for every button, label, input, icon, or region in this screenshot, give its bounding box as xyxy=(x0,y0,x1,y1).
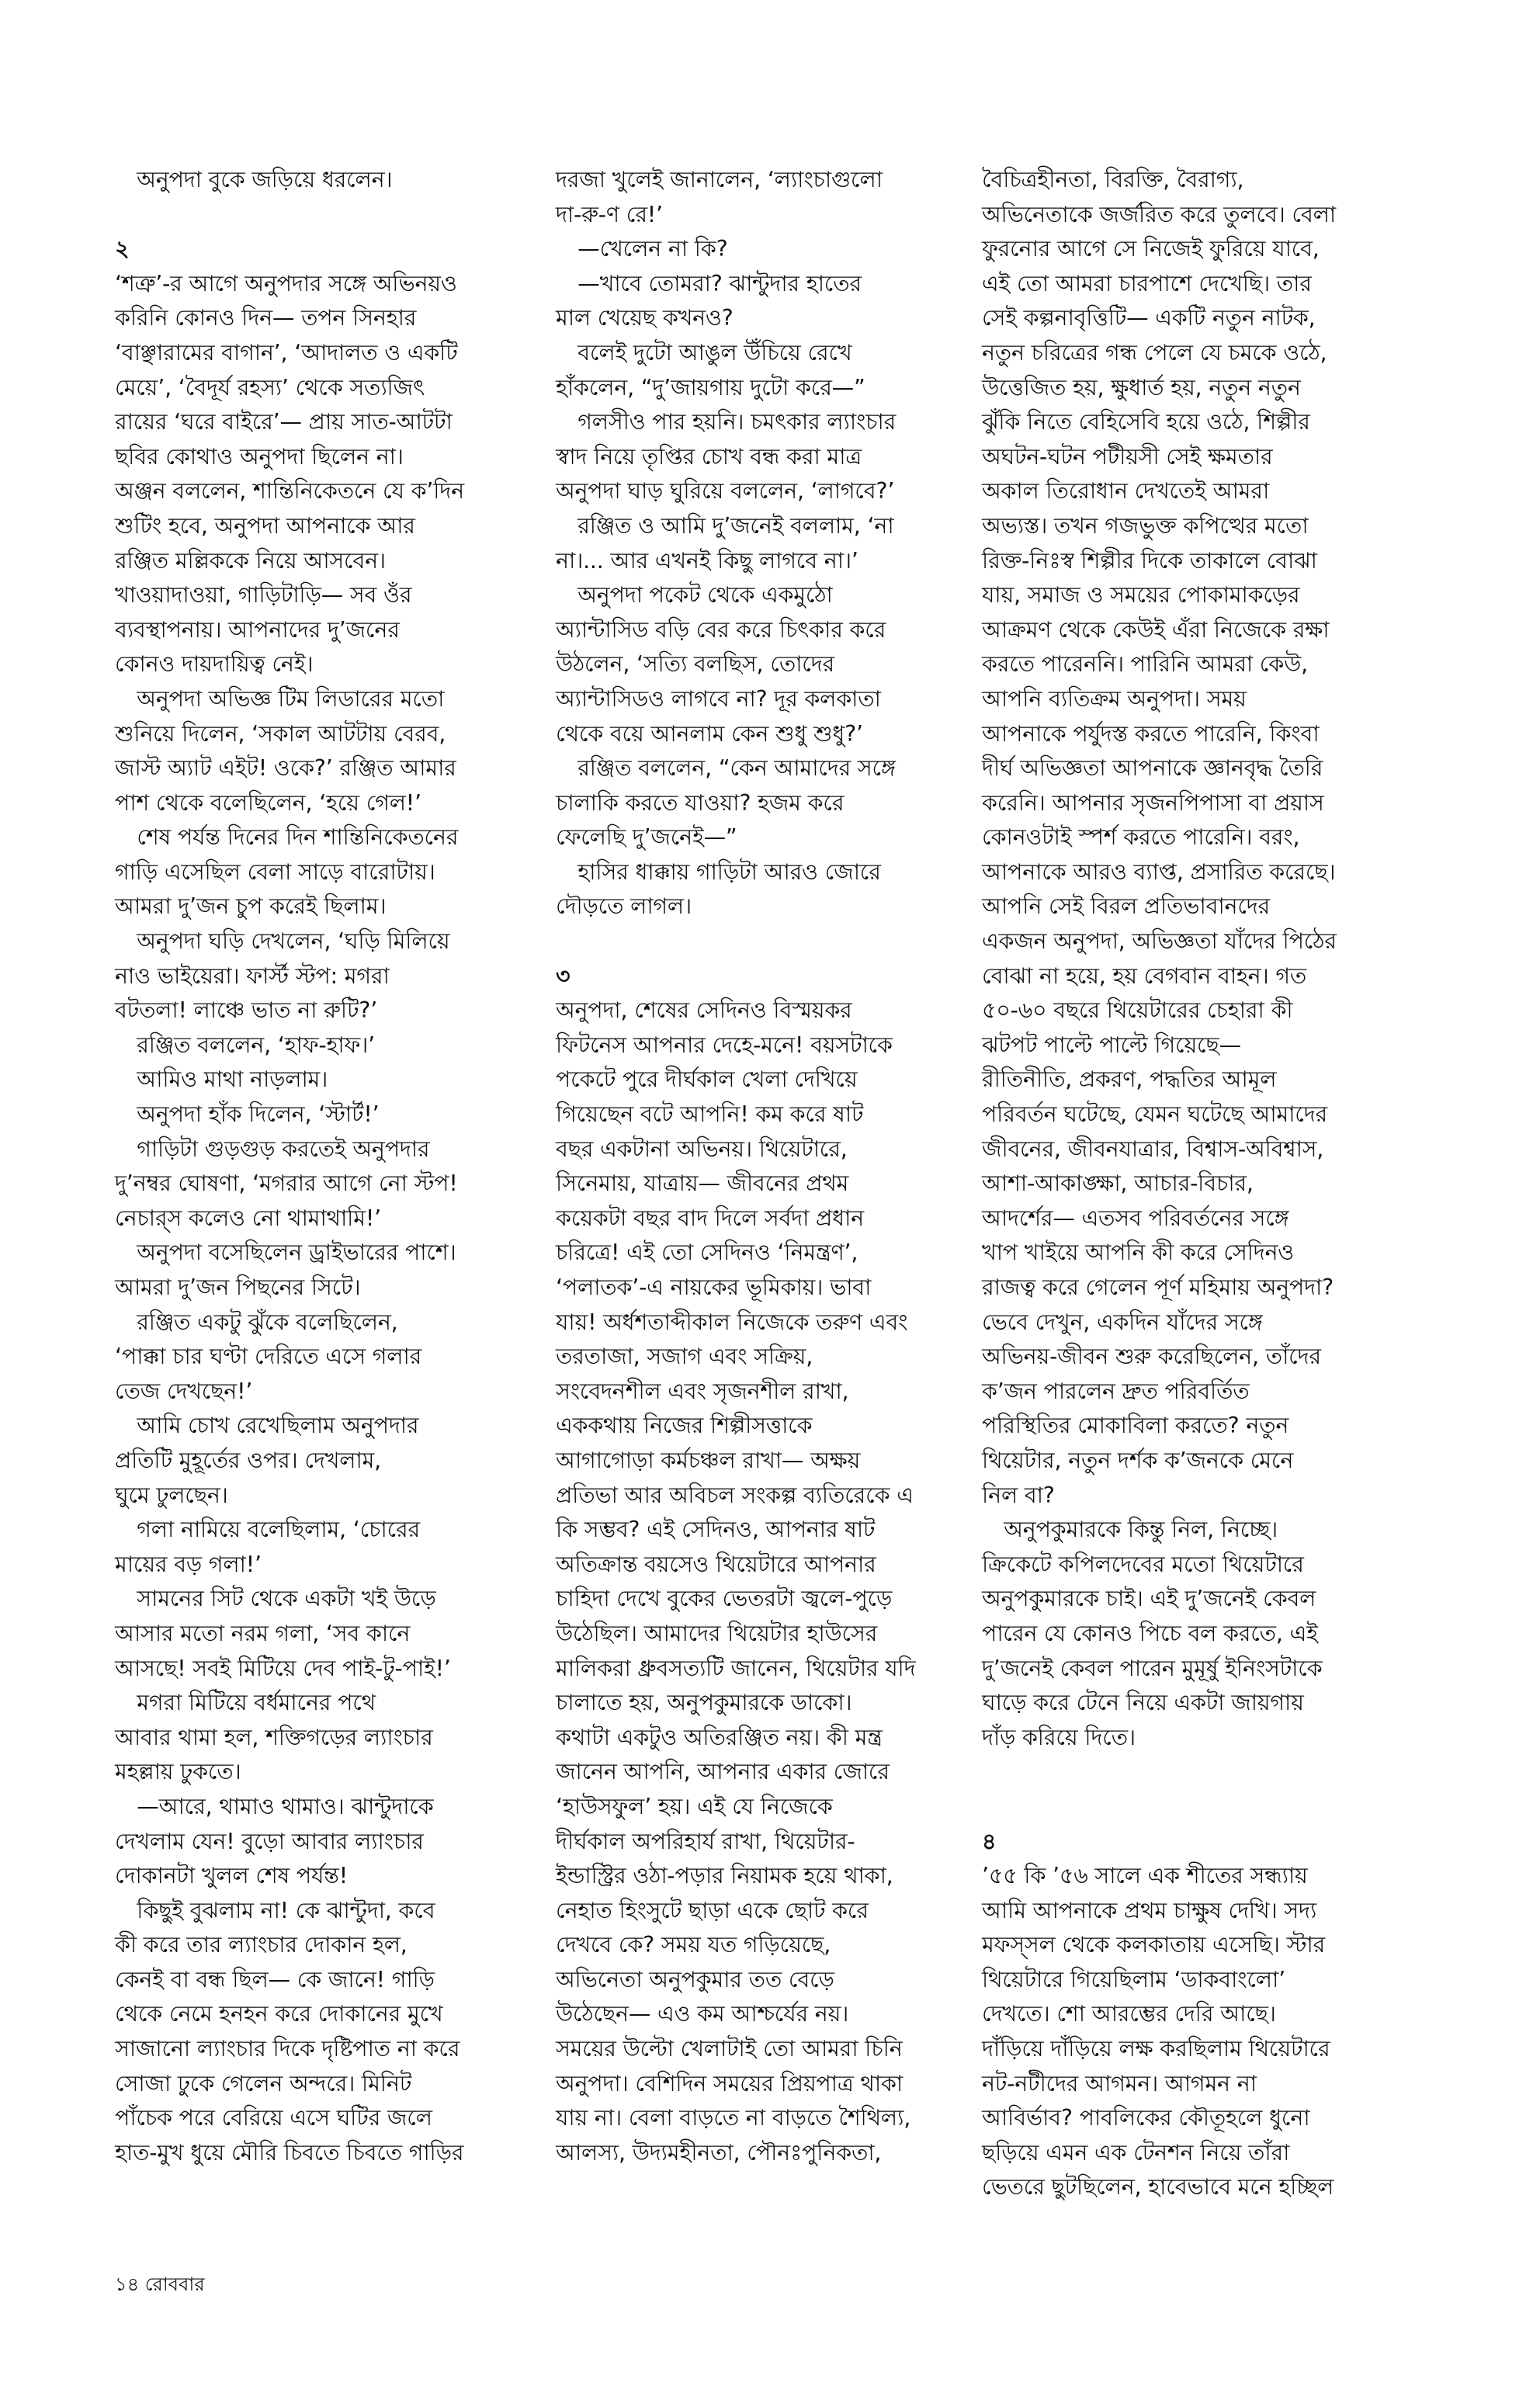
text-line: —আরে, থামাও থামাও। ঝান্টুদাকে xyxy=(115,1793,434,1819)
text-line: উঠেছেন— এও কম আশ্চর্যের নয়। xyxy=(556,2001,849,2027)
text-line: তেজ দেখছেন!’ xyxy=(115,1378,253,1404)
text-line: দেখতে। শো আরম্ভের দেরি আছে। xyxy=(982,2001,1276,2027)
text-line: ফিটনেস আপনার দেহে-মনে! বয়সটাকে xyxy=(556,1032,893,1058)
text-line: যায়! অর্ধশতাব্দীকাল নিজেকে তরুণ এবং xyxy=(556,1309,908,1335)
text-line: পরিবর্তন ঘটেছে, যেমন ঘটেছে আমাদের xyxy=(982,1101,1327,1128)
text-line: আলস্য, উদ্যমহীনতা, পৌনঃপুনিকতা, xyxy=(556,2139,882,2166)
text-line: করিনি কোনও দিন— তপন সিনহার xyxy=(115,305,417,331)
text-line: একজন অনুপদা, অভিজ্ঞতা যাঁদের পিঠের xyxy=(982,928,1337,955)
text-line: কোনও দায়দায়িত্ব নেই। xyxy=(115,651,314,678)
text-line: পাশ থেকে বলেছিলেন, ‘হয়ে গেল!’ xyxy=(115,789,421,816)
text-line: অ্যান্টাসিড বড়ি বের করে চিৎকার করে xyxy=(556,616,886,643)
text-line: কোনওটাই স্পর্শ করতে পারেনি। বরং, xyxy=(982,824,1300,851)
text-line: দোকানটা খুলল শেষ পর্যন্ত! xyxy=(115,1863,348,1889)
text-line: এই তো আমরা চারপাশে দেখেছি। তার xyxy=(982,270,1312,297)
text-line: আপনাকে আরও ব্যাপ্ত, প্রসারিত করেছে। xyxy=(982,858,1336,885)
text-line: আমিও মাথা নাড়লাম। xyxy=(115,1066,328,1093)
text-line: রঞ্জিত মল্লিককে নিয়ে আসবেন। xyxy=(115,547,386,574)
text-line: দেখবে কে? সময় যত গড়িয়েছে, xyxy=(556,1932,831,1958)
text-line: রীতিনীতি, প্রকরণ, পদ্ধতির আমূল xyxy=(982,1066,1277,1093)
text-line: সাজানো ল্যাংচার দিকে দৃষ্টিপাত না করে xyxy=(115,2036,460,2062)
text-line: বলেই দুটো আঙুল উঁচিয়ে রেখে xyxy=(556,339,852,366)
text-line: জীবনের, জীবনযাত্রার, বিশ্বাস-অবিশ্বাস, xyxy=(982,1136,1324,1162)
text-line: ছবির কোথাও অনুপদা ছিলেন না। xyxy=(115,443,404,470)
text-line: অনুপদা হাঁক দিলেন, ‘স্টার্ট!’ xyxy=(115,1101,380,1128)
text-line: আগাগোড়া কর্মচঞ্চল রাখা— অক্ষয় xyxy=(556,1447,861,1473)
text-line: অঞ্জন বললেন, শান্তিনিকেতনে যে ক’দিন xyxy=(115,478,464,505)
text-line: রঞ্জিত বললেন, ‘হাফ-হাফ।’ xyxy=(115,1032,375,1058)
text-line: চালাকি করতে যাওয়া? হজম করে xyxy=(556,789,845,816)
text-line: পকেটে পুরে দীর্ঘকাল খেলা দেখিয়ে xyxy=(556,1066,858,1093)
text-line: ইন্ডাস্ট্রির ওঠা-পড়ার নিয়ামক হয়ে থাকা, xyxy=(556,1863,893,1889)
text-line: দু’জনেই কেবল পারেন মুমূর্ষু ইনিংসটাকে xyxy=(982,1655,1323,1681)
page-footer: ১৪ রোববার xyxy=(115,2273,205,2295)
text-line: অভিনেতা অনুপকুমার তত বেড়ে xyxy=(556,1966,834,1992)
text-line: এককথায় নিজের শিল্পীসত্তাকে xyxy=(556,1413,813,1439)
text-line: হাঁকলেন, “দু’জায়গায় দুটো করে—” xyxy=(556,374,865,401)
text-line: দাঁড় করিয়ে দিতে। xyxy=(982,1724,1136,1750)
text-line: আদর্শের— এতসব পরিবর্তনের সঙ্গে xyxy=(982,1205,1289,1231)
text-line: চাহিদা দেখে বুকের ভেতরটা জ্বলে-পুড়ে xyxy=(556,1586,893,1612)
text-line: আসছে! সবই মিটিয়ে দেব পাই-টু-পাই!’ xyxy=(115,1655,451,1681)
text-line: —খেলেন না কি? xyxy=(556,236,728,262)
text-line: সিনেমায়, যাত্রায়— জীবনের প্রথম xyxy=(556,1170,849,1197)
text-line: ভেতরে ছুটছিলেন, হাবেভাবে মনে হচ্ছিল xyxy=(982,2174,1334,2201)
text-line: আমরা দু’জন পিছনের সিটে। xyxy=(115,1275,361,1300)
text-line: ’৫৫ কি ’৫৬ সালে এক শীতের সন্ধ্যায় xyxy=(982,1863,1308,1889)
text-line: রাজত্ব করে গেলেন পূর্ণ মহিমায় অনুপদা? xyxy=(982,1275,1334,1300)
text-line: —খাবে তোমরা? ঝান্টুদার হাতের xyxy=(556,270,862,297)
text-line: অভিনেতাকে জর্জরিত করে তুলবে। বেলা xyxy=(982,201,1336,227)
text-line: সামনের সিট থেকে একটা খই উড়ে xyxy=(115,1586,436,1612)
section-number: ৪ xyxy=(982,1828,997,1854)
text-line: আপনি সেই বিরল প্রতিভাবানদের xyxy=(982,893,1271,920)
text-line: অনুপদা পকেট থেকে একমুঠো xyxy=(556,582,833,609)
text-line: ‘পাক্কা চার ঘণ্টা দেরিতে এসে গলার xyxy=(115,1344,422,1370)
text-line: অ্যান্টাসিডও লাগবে না? দূর কলকাতা xyxy=(556,685,881,712)
text-line: অনুপদা বুকে জড়িয়ে ধরলেন। xyxy=(115,167,393,192)
text-line: থিয়েটারে গিয়েছিলাম ‘ডাকবাংলো’ xyxy=(982,1966,1285,1992)
text-line: পাঁচেক পরে বেরিয়ে এসে ঘটির জলে xyxy=(115,2105,432,2131)
text-line: আমি আপনাকে প্রথম চাক্ষুষ দেখি। সদ্য xyxy=(982,1897,1317,1923)
text-line: অনুপদা। বেশিদিন সময়ের প্রিয়পাত্র থাকা xyxy=(556,2070,903,2096)
text-line: দাঁড়িয়ে দাঁড়িয়ে লক্ষ করছিলাম থিয়েটারে xyxy=(982,2036,1330,2062)
text-line: রঞ্জিত একটু ঝুঁকে বলেছিলেন, xyxy=(115,1309,398,1335)
text-line: যায় না। বেলা বাড়তে না বাড়তে শৈথিল্য, xyxy=(556,2105,911,2131)
text-line: অতিক্রান্ত বয়সেও থিয়েটারে আপনার xyxy=(556,1551,876,1577)
text-line: ‘বাঞ্ছারামের বাগান’, ‘আদালত ও একটি xyxy=(115,339,458,366)
text-line: চরিত্রে! এই তো সেদিনও ‘নিমন্ত্রণ’, xyxy=(556,1240,858,1266)
text-line: গিয়েছেন বটে আপনি! কম করে ষাট xyxy=(556,1101,864,1128)
text-line: নিল বা? xyxy=(982,1482,1055,1508)
text-line: ঘুমে ঢুলছেন। xyxy=(115,1482,228,1508)
text-line: ‘পলাতক’-এ নায়কের ভূমিকায়। ভাবা xyxy=(556,1275,872,1300)
text-line: আসার মতো নরম গলা, ‘সব কানে xyxy=(115,1620,411,1646)
text-line: কী করে তার ল্যাংচার দোকান হল, xyxy=(115,1932,408,1958)
text-line: মফস্সল থেকে কলকাতায় এসেছি। স্টার xyxy=(982,1932,1325,1958)
text-line: রিক্ত-নিঃস্ব শিল্পীর দিকে তাকালে বোঝা xyxy=(982,547,1317,574)
text-line: হাসির ধাক্কায় গাড়িটা আরও জোরে xyxy=(556,858,881,885)
text-line: আপনি ব্যতিক্রম অনুপদা। সময় xyxy=(982,685,1247,712)
text-line: ফেলেছি দু’জনেই—” xyxy=(556,824,737,851)
text-line: দীর্ঘ অভিজ্ঞতা আপনাকে জ্ঞানবৃদ্ধ তৈরি xyxy=(982,755,1323,782)
text-line: জানেন আপনি, আপনার একার জোরে xyxy=(556,1759,890,1785)
text-line: বটতলা! লাঞ্চে ভাত না রুটি?’ xyxy=(115,997,378,1024)
text-line: বছর একটানা অভিনয়। থিয়েটারে, xyxy=(556,1136,848,1162)
text-line: ভেবে দেখুন, একদিন যাঁদের সঙ্গে xyxy=(982,1309,1263,1335)
text-line: অনুপদা বসেছিলেন ড্রাইভারের পাশে। xyxy=(115,1240,456,1266)
paragraph-gap xyxy=(556,924,990,959)
text-line: জাস্ট অ্যাট এইট! ওকে?’ রঞ্জিত আমার xyxy=(115,755,456,782)
paragraph-gap xyxy=(982,1790,1417,1825)
text-line: অকাল তিরোধান দেখতেই আমরা xyxy=(982,478,1270,505)
text-line: মহল্লায় ঢুকতে। xyxy=(115,1759,241,1785)
text-line: খাওয়াদাওয়া, গাড়িটাড়ি— সব ওঁর xyxy=(115,582,412,609)
text-line: উঠেছিল। আমাদের থিয়েটার হাউসের xyxy=(556,1620,878,1646)
text-line: নাও ভাইয়েরা। ফার্স্ট স্টপ: মগরা xyxy=(115,962,390,989)
text-line: মায়ের বড় গলা!’ xyxy=(115,1551,262,1577)
text-line: আশা-আকাঙ্ক্ষা, আচার-বিচার, xyxy=(982,1170,1254,1197)
text-line: মগরা মিটিয়ে বর্ধমানের পথে xyxy=(115,1690,376,1716)
text-line: অনুপকুমারকে কিন্তু নিল, নিচ্ছে। xyxy=(982,1517,1278,1543)
text-line: দেখলাম যেন! বুড়ো আবার ল্যাংচার xyxy=(115,1828,424,1854)
text-line: ক্রিকেটে কপিলদেবের মতো থিয়েটারে xyxy=(982,1551,1304,1577)
text-line: ক’জন পারলেন দ্রুত পরিবর্তিত xyxy=(982,1378,1250,1404)
text-line: অনুপদা অভিজ্ঞ টিম লিডারের মতো xyxy=(115,685,445,712)
text-line: শুনিয়ে দিলেন, ‘সকাল আটটায় বেরব, xyxy=(115,720,446,747)
text-line: কিছুই বুঝলাম না! কে ঝান্টুদা, কবে xyxy=(115,1897,435,1923)
text-line: দৌড়তে লাগল। xyxy=(556,893,692,920)
text-line: উঠলেন, ‘সত্যি বলছিস, তোদের xyxy=(556,651,834,678)
text-line: গাড়ি এসেছিল বেলা সাড়ে বারোটায়। xyxy=(115,858,435,885)
text-line: বোঝা না হয়ে, হয় বেগবান বাহন। গত xyxy=(982,962,1306,989)
text-line: কি সম্ভব? এই সেদিনও, আপনার ষাট xyxy=(556,1517,876,1543)
text-line: রায়ের ‘ঘরে বাইরে’— প্রায় সাত-আটটা xyxy=(115,409,453,435)
text-line: ব্যবস্থাপনায়। আপনাদের দু’জনের xyxy=(115,616,400,643)
text-line: প্রতিটি মুহূর্তের ওপর। দেখলাম, xyxy=(115,1447,382,1473)
text-line: অনুপকুমারকে চাই। এই দু’জনেই কেবল xyxy=(982,1586,1316,1612)
text-line: ‘শত্রু’-র আগে অনুপদার সঙ্গে অভিনয়ও xyxy=(115,270,457,297)
text-line: সংবেদনশীল এবং সৃজনশীল রাখা, xyxy=(556,1378,849,1404)
text-line: নট-নটীদের আগমন। আগমন না xyxy=(982,2070,1257,2096)
text-line: শুটিং হবে, অনুপদা আপনাকে আর xyxy=(115,512,415,539)
text-line: থেকে বয়ে আনলাম কেন শুধু শুধু?’ xyxy=(556,720,863,747)
text-line: উত্তেজিত হয়, ক্ষুধার্ত হয়, নতুন নতুন xyxy=(982,374,1301,401)
text-line: না।... আর এখনই কিছু লাগবে না।’ xyxy=(556,547,858,574)
text-line: থিয়েটার, নতুন দর্শক ক’জনকে মেনে xyxy=(982,1447,1294,1473)
text-line: অঘটন-ঘটন পটীয়সী সেই ক্ষমতার xyxy=(982,443,1273,470)
text-line: সময়ের উল্টো খেলাটাই তো আমরা চিনি xyxy=(556,2036,903,2062)
text-line: প্রতিভা আর অবিচল সংকল্প ব্যতিরেকে এ xyxy=(556,1482,914,1508)
text-line: অনুপদা ঘাড় ঘুরিয়ে বললেন, ‘লাগবে?’ xyxy=(556,478,895,505)
text-line: অনুপদা, শেষের সেদিনও বিস্ময়কর xyxy=(556,997,852,1024)
text-line: দরজা খুলেই জানালেন, ‘ল্যাংচাগুলো xyxy=(556,167,883,192)
text-line: কেনই বা বন্ধ ছিল— কে জানে! গাড়ি xyxy=(115,1966,435,1992)
text-line: সেই কল্পনাবৃত্তিটি— একটি নতুন নাটক, xyxy=(982,305,1316,331)
paragraph-gap xyxy=(115,198,550,233)
text-line: নতুন চরিত্রের গন্ধ পেলে যে চমকে ওঠে, xyxy=(982,339,1327,366)
text-line: মালিকরা ধ্রুবসত্যটি জানেন, থিয়েটার যদি xyxy=(556,1655,916,1681)
text-line: সোজা ঢুকে গেলেন অন্দরে। মিনিট xyxy=(115,2070,412,2096)
article-column-2 xyxy=(556,163,990,2170)
text-line: আবির্ভাব? পাবলিকের কৌতূহলে ধুনো xyxy=(982,2105,1310,2131)
text-line: গলা নামিয়ে বলেছিলাম, ‘চোরের xyxy=(115,1517,420,1543)
article-column-1 xyxy=(115,163,550,2170)
text-line: চালাতে হয়, অনুপকুমারকে ডাকো। xyxy=(556,1690,852,1716)
paragraph-gap xyxy=(982,1755,1417,1790)
text-line: ঝটপট পাল্টে পাল্টে গিয়েছে— xyxy=(982,1032,1241,1058)
text-line: গাড়িটা গুড়গুড় করতেই অনুপদার xyxy=(115,1136,430,1162)
text-line: ঘাড়ে করে টেনে নিয়ে একটা জায়গায় xyxy=(982,1690,1304,1716)
text-line: মাল খেয়েছ কখনও? xyxy=(556,305,734,331)
text-line: করতে পারেননি। পারিনি আমরা কেউ, xyxy=(982,651,1308,678)
text-line: কথাটা একটুও অতিরঞ্জিত নয়। কী মন্ত্র xyxy=(556,1724,883,1750)
text-line: অভিনয়-জীবন শুরু করেছিলেন, তাঁদের xyxy=(982,1344,1321,1370)
text-line: মেয়ে’, ‘বৈদূর্য রহস্য’ থেকে সত্যজিৎ xyxy=(115,374,425,401)
section-number: ২ xyxy=(115,236,130,262)
text-line: অভ্যস্ত। তখন গজভুক্ত কপিত্থের মতো xyxy=(982,512,1309,539)
text-line: দীর্ঘকাল অপরিহার্য রাখা, থিয়েটার- xyxy=(556,1828,855,1854)
text-line: থেকে নেমে হনহন করে দোকানের মুখে xyxy=(115,2001,443,2027)
text-line: বৈচিত্রহীনতা, বিরক্তি, বৈরাগ্য, xyxy=(982,167,1244,192)
text-line: আবার থামা হল, শক্তিগড়ের ল্যাংচার xyxy=(115,1724,433,1750)
text-line: ঝুঁকি নিতে বেহিসেবি হয়ে ওঠে, শিল্পীর xyxy=(982,409,1310,435)
text-line: অনুপদা ঘড়ি দেখলেন, ‘ঘড়ি মিলিয়ে xyxy=(115,928,450,955)
text-line: আপনাকে পর্যুদস্ত করতে পারেনি, কিংবা xyxy=(982,720,1320,747)
text-line: ছড়িয়ে এমন এক টেনশন নিয়ে তাঁরা xyxy=(982,2139,1290,2166)
text-line: পারেন যে কোনও পিচে বল করতে, এই xyxy=(982,1620,1318,1646)
text-line: গলসীও পার হয়নি। চমৎকার ল্যাংচার xyxy=(556,409,897,435)
section-number: ৩ xyxy=(556,962,571,989)
text-line: নেহাত হিংসুটে ছাড়া একে ছোট করে xyxy=(556,1897,869,1923)
text-line: তরতাজা, সজাগ এবং সক্রিয়, xyxy=(556,1344,813,1370)
text-line: ফুরনোর আগে সে নিজেই ফুরিয়ে যাবে, xyxy=(982,236,1320,262)
text-line: হাত-মুখ ধুয়ে মৌরি চিবতে চিবতে গাড়ির xyxy=(115,2139,464,2166)
text-line: শেষ পর্যন্ত দিনের দিন শান্তিনিকেতনের xyxy=(115,824,459,851)
text-line: কয়েকটা বছর বাদ দিলে সর্বদা প্রধান xyxy=(556,1205,864,1231)
text-line: দা-রু-ণ রে!’ xyxy=(556,201,663,227)
text-line: খাপ খাইয়ে আপনি কী করে সেদিনও xyxy=(982,1240,1295,1266)
text-line: নেচার্‌স কলেও নো থামাথামি!’ xyxy=(115,1205,381,1231)
text-line: আমি চোখ রেখেছিলাম অনুপদার xyxy=(115,1413,419,1439)
text-line: যায়, সমাজ ও সময়ের পোকামাকড়ের xyxy=(982,582,1300,609)
text-line: ৫০-৬০ বছরে থিয়েটারের চেহারা কী xyxy=(982,997,1293,1024)
article-column-3 xyxy=(982,163,1417,2205)
text-line: পরিস্থিতির মোকাবিলা করতে? নতুন xyxy=(982,1413,1289,1439)
text-line: রঞ্জিত বললেন, “কেন আমাদের সঙ্গে xyxy=(556,755,896,782)
text-line: স্বাদ নিয়ে তৃপ্তির চোখ বন্ধ করা মাত্র xyxy=(556,443,862,470)
text-line: আমরা দু’জন চুপ করেই ছিলাম। xyxy=(115,893,387,920)
text-line: দু’নম্বর ঘোষণা, ‘মগরার আগে নো স্টপ! xyxy=(115,1170,458,1197)
text-line: করেনি। আপনার সৃজনপিপাসা বা প্রয়াস xyxy=(982,789,1324,816)
text-line: ‘হাউসফুল’ হয়। এই যে নিজেকে xyxy=(556,1793,833,1819)
text-line: রঞ্জিত ও আমি দু’জনেই বললাম, ‘না xyxy=(556,512,894,539)
text-line: আক্রমণ থেকে কেউই এঁরা নিজেকে রক্ষা xyxy=(982,616,1330,643)
